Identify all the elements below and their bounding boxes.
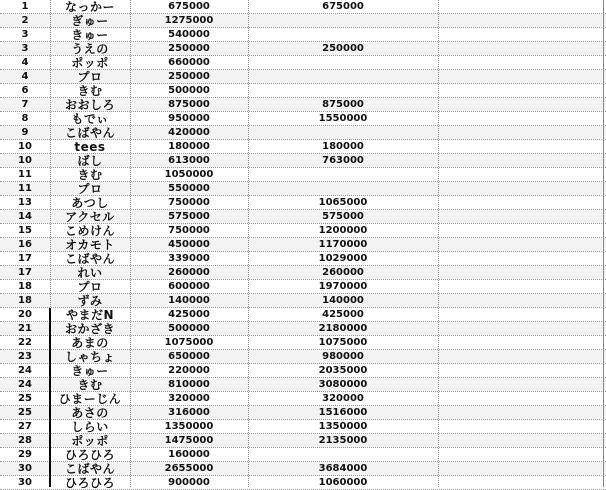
name-cell[interactable]: ぎゅー: [71, 14, 109, 28]
name-cell[interactable]: しゃちょ: [64, 350, 115, 364]
score-cell[interactable]: 1075000: [164, 337, 214, 348]
table-row[interactable]: [0, 280, 606, 294]
name-cell[interactable]: きむ: [77, 168, 103, 182]
table-row[interactable]: [0, 56, 606, 70]
table-row[interactable]: [0, 252, 606, 266]
total-cell[interactable]: [248, 14, 438, 28]
name-cell[interactable]: ずみ: [77, 294, 103, 308]
rank-cell[interactable]: 24: [18, 379, 32, 390]
table-row[interactable]: [0, 476, 606, 490]
table-row[interactable]: [0, 168, 606, 182]
rank-cell[interactable]: 11: [18, 183, 32, 194]
rank-cell[interactable]: 18: [18, 295, 32, 306]
rank-cell[interactable]: 10: [18, 155, 32, 166]
rank-cell[interactable]: 8: [21, 113, 29, 124]
score-cell[interactable]: 900000: [168, 477, 210, 488]
total-cell[interactable]: 980000: [322, 351, 364, 362]
name-cell[interactable]: プロ: [77, 182, 103, 196]
table-row[interactable]: [0, 434, 606, 448]
total-cell[interactable]: 425000: [322, 309, 364, 320]
total-cell[interactable]: [248, 84, 438, 98]
total-cell[interactable]: 3080000: [318, 379, 368, 390]
score-cell[interactable]: 220000: [168, 365, 210, 376]
rank-cell[interactable]: 3: [21, 29, 29, 40]
rank-cell[interactable]: 27: [18, 421, 32, 432]
total-cell[interactable]: 763000: [322, 155, 364, 166]
column-divider: [130, 0, 131, 487]
rank-cell[interactable]: 29: [18, 449, 32, 460]
name-cell[interactable]: れい: [77, 266, 103, 280]
score-cell[interactable]: 500000: [168, 323, 210, 334]
total-cell[interactable]: [248, 28, 438, 42]
name-cell[interactable]: もでぃ: [71, 112, 109, 126]
total-cell[interactable]: [248, 70, 438, 84]
score-cell[interactable]: 320000: [168, 393, 210, 404]
total-cell[interactable]: [248, 448, 438, 462]
score-cell[interactable]: 875000: [168, 99, 210, 110]
rank-cell[interactable]: 20: [18, 309, 32, 320]
score-cell[interactable]: 250000: [168, 71, 210, 82]
total-cell[interactable]: 1170000: [318, 239, 368, 250]
table-row[interactable]: [0, 238, 606, 252]
score-cell[interactable]: 1050000: [164, 169, 214, 180]
name-cell[interactable]: こばやん: [64, 462, 115, 476]
rank-cell[interactable]: 9: [21, 127, 29, 138]
table-row[interactable]: [0, 154, 606, 168]
score-cell[interactable]: 420000: [168, 127, 210, 138]
total-cell[interactable]: 1200000: [318, 225, 368, 236]
table-row[interactable]: [0, 448, 606, 462]
total-cell[interactable]: 1350000: [318, 421, 368, 432]
score-cell[interactable]: 1350000: [164, 421, 214, 432]
table-row[interactable]: [0, 84, 606, 98]
name-cell[interactable]: おおしろ: [64, 98, 115, 112]
table-row[interactable]: [0, 42, 606, 56]
total-cell[interactable]: 1065000: [318, 197, 368, 208]
cell-border-left: [49, 308, 51, 487]
total-cell[interactable]: 260000: [322, 267, 364, 278]
score-cell[interactable]: 450000: [168, 239, 210, 250]
table-row[interactable]: [0, 224, 606, 238]
score-cell[interactable]: 140000: [168, 295, 210, 306]
name-cell[interactable]: こばやん: [64, 126, 115, 140]
table-row[interactable]: [0, 420, 606, 434]
score-cell[interactable]: 660000: [168, 57, 210, 68]
score-cell[interactable]: 540000: [168, 29, 210, 40]
name-cell[interactable]: こばやん: [64, 252, 115, 266]
name-cell[interactable]: うえの: [71, 42, 109, 56]
name-cell[interactable]: ばし: [77, 154, 103, 168]
score-cell[interactable]: 260000: [168, 267, 210, 278]
rank-cell[interactable]: 6: [21, 85, 29, 96]
total-cell[interactable]: [248, 126, 438, 140]
score-cell[interactable]: 1275000: [164, 15, 214, 26]
rank-cell[interactable]: 1: [21, 1, 29, 12]
table-row[interactable]: [0, 182, 606, 196]
total-cell[interactable]: 1029000: [318, 253, 368, 264]
score-cell[interactable]: 425000: [168, 309, 210, 320]
total-cell[interactable]: 2135000: [318, 435, 368, 446]
rank-cell[interactable]: 22: [18, 337, 32, 348]
rank-cell[interactable]: 14: [18, 211, 32, 222]
name-cell[interactable]: ひろひろ: [64, 476, 115, 490]
name-cell[interactable]: きむ: [77, 378, 103, 392]
name-cell[interactable]: ひろひろ: [64, 448, 115, 462]
total-cell[interactable]: 180000: [322, 141, 364, 152]
rank-cell[interactable]: 28: [18, 435, 32, 446]
total-cell[interactable]: [248, 182, 438, 196]
name-cell[interactable]: オカモト: [65, 238, 115, 252]
score-cell[interactable]: 650000: [168, 351, 210, 362]
rank-cell[interactable]: 17: [18, 267, 32, 278]
score-cell[interactable]: 675000: [168, 1, 210, 12]
rank-cell[interactable]: 2: [21, 15, 29, 26]
score-cell[interactable]: 339000: [168, 253, 210, 264]
name-cell[interactable]: プロ: [77, 280, 103, 294]
score-cell[interactable]: 600000: [168, 281, 210, 292]
table-row[interactable]: [0, 294, 606, 308]
window-edge: [603, 0, 604, 487]
table-row[interactable]: [0, 308, 606, 322]
rank-cell[interactable]: 16: [18, 239, 32, 250]
score-cell[interactable]: 810000: [168, 379, 210, 390]
table-row[interactable]: [0, 0, 606, 14]
table-row[interactable]: [0, 406, 606, 420]
table-row[interactable]: [0, 266, 606, 280]
table-row[interactable]: [0, 28, 606, 42]
total-cell[interactable]: 3684000: [318, 463, 368, 474]
column-divider: [438, 0, 439, 487]
score-cell[interactable]: 550000: [168, 183, 210, 194]
name-cell[interactable]: ポッポ: [71, 56, 109, 70]
name-cell[interactable]: やまだN: [65, 308, 115, 322]
total-cell[interactable]: 2035000: [318, 365, 368, 376]
score-cell[interactable]: 160000: [168, 449, 210, 460]
rank-cell[interactable]: 4: [21, 57, 29, 68]
score-cell[interactable]: 250000: [168, 43, 210, 54]
score-cell[interactable]: 750000: [168, 197, 210, 208]
rank-cell[interactable]: 7: [21, 99, 29, 110]
total-cell[interactable]: 320000: [322, 393, 364, 404]
name-cell[interactable]: しらい: [71, 420, 109, 434]
rank-cell[interactable]: 13: [18, 197, 32, 208]
rank-cell[interactable]: 30: [18, 463, 32, 474]
table-row[interactable]: [0, 364, 606, 378]
total-cell[interactable]: 575000: [322, 211, 364, 222]
rank-cell[interactable]: 11: [18, 169, 32, 180]
name-cell[interactable]: ひまーじん: [58, 392, 122, 406]
table-row[interactable]: [0, 14, 606, 28]
table-row[interactable]: [0, 196, 606, 210]
name-cell[interactable]: ポッポ: [71, 434, 109, 448]
table-row[interactable]: [0, 350, 606, 364]
table-row[interactable]: [0, 140, 606, 154]
rank-cell[interactable]: 25: [18, 393, 32, 404]
table-row[interactable]: [0, 112, 606, 126]
table-row[interactable]: [0, 336, 606, 350]
rank-cell[interactable]: 30: [18, 477, 32, 488]
total-cell[interactable]: 2180000: [318, 323, 368, 334]
table-row[interactable]: [0, 210, 606, 224]
table-row[interactable]: [0, 70, 606, 84]
total-cell[interactable]: 1970000: [318, 281, 368, 292]
name-cell[interactable]: きむ: [77, 84, 103, 98]
name-cell[interactable]: あまの: [71, 336, 109, 350]
column-divider: [248, 0, 249, 487]
rank-cell[interactable]: 4: [21, 71, 29, 82]
name-cell[interactable]: きゅー: [71, 364, 109, 378]
score-cell[interactable]: 750000: [168, 225, 210, 236]
name-cell[interactable]: tees: [74, 140, 106, 154]
name-cell[interactable]: プロ: [77, 70, 103, 84]
rank-cell[interactable]: 23: [18, 351, 32, 362]
rank-cell[interactable]: 24: [18, 365, 32, 376]
rank-cell[interactable]: 21: [18, 323, 32, 334]
total-cell[interactable]: 1516000: [318, 407, 368, 418]
name-cell[interactable]: おかざき: [64, 322, 115, 336]
name-cell[interactable]: こめけん: [64, 224, 115, 238]
table-row[interactable]: [0, 322, 606, 336]
score-cell[interactable]: 1475000: [164, 435, 214, 446]
rank-cell[interactable]: 10: [18, 141, 32, 152]
rank-cell[interactable]: 25: [18, 407, 32, 418]
table-row[interactable]: [0, 378, 606, 392]
table-row[interactable]: [0, 392, 606, 406]
score-cell[interactable]: 575000: [168, 211, 210, 222]
total-cell[interactable]: 1075000: [318, 337, 368, 348]
rank-cell[interactable]: 17: [18, 253, 32, 264]
name-cell[interactable]: あさの: [71, 406, 109, 420]
score-cell[interactable]: 2655000: [164, 463, 214, 474]
total-cell[interactable]: 1550000: [318, 113, 368, 124]
score-cell[interactable]: 613000: [168, 155, 210, 166]
rank-cell[interactable]: 18: [18, 281, 32, 292]
total-cell[interactable]: 250000: [322, 43, 364, 54]
rank-cell[interactable]: 3: [21, 43, 29, 54]
total-cell[interactable]: 875000: [322, 99, 364, 110]
score-cell[interactable]: 180000: [168, 141, 210, 152]
total-cell[interactable]: [248, 168, 438, 182]
rank-cell[interactable]: 15: [18, 225, 32, 236]
total-cell[interactable]: [248, 56, 438, 70]
score-cell[interactable]: 500000: [168, 85, 210, 96]
score-cell[interactable]: 950000: [168, 113, 210, 124]
table-row[interactable]: [0, 98, 606, 112]
table-row[interactable]: [0, 462, 606, 476]
name-cell[interactable]: なっかー: [64, 0, 115, 14]
table-row[interactable]: [0, 126, 606, 140]
total-cell[interactable]: 140000: [322, 295, 364, 306]
total-cell[interactable]: 1060000: [318, 477, 368, 488]
name-cell[interactable]: アクセル: [65, 210, 115, 224]
total-cell[interactable]: 675000: [322, 1, 364, 12]
score-cell[interactable]: 316000: [168, 407, 210, 418]
name-cell[interactable]: あつし: [71, 196, 109, 210]
name-cell[interactable]: きゅー: [71, 28, 109, 42]
